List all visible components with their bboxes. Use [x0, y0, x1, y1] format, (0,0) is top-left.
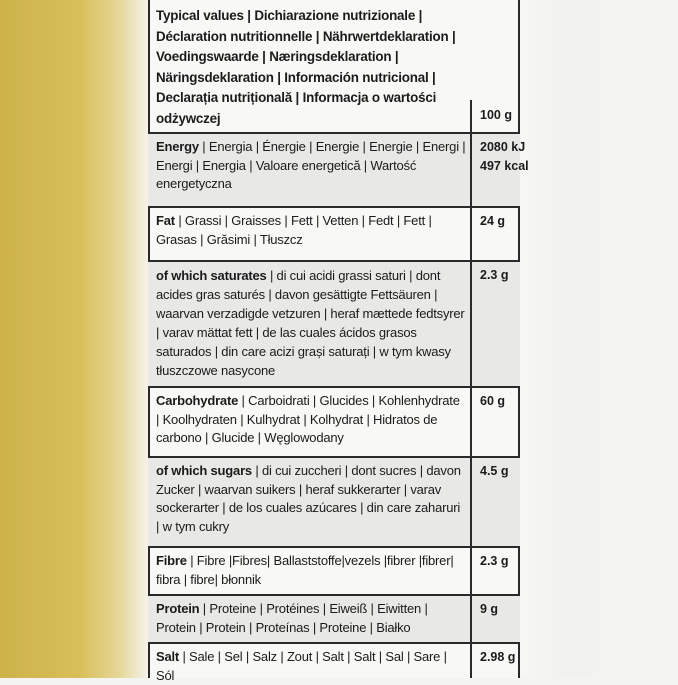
row-description — [156, 138, 466, 194]
table-header — [148, 0, 520, 132]
row-value — [480, 266, 540, 285]
column-divider — [470, 596, 472, 642]
row-value-line: 497 kcal — [480, 158, 529, 173]
header-line: Näringsdeklaration | Información nutricional | — [156, 69, 436, 85]
row-translations: | Proteine | Protéines | Eiweiß | Eiwitten | Protein | Protein | Proteínas | Proteine | Białko — [156, 601, 428, 635]
header-line: Declarația nutrițională | Informacja o wartości — [156, 90, 437, 105]
row-value-line: 2080 kJ — [480, 140, 526, 154]
row-lead: of which sugars — [156, 463, 252, 478]
row-description — [156, 212, 466, 249]
column-divider — [470, 262, 472, 386]
row-translations: | Fibre |Fibres| Ballaststoffe|vezels |fibrer |fibrer| fibra | fibre| błonnik — [156, 553, 454, 587]
row-value-line: 60 g — [480, 394, 506, 408]
table-row — [148, 594, 520, 642]
row-value-line: 2.3 g — [480, 554, 509, 568]
row-value — [480, 212, 540, 231]
header-line: Voedingswaarde | Næringsdeklaration | — [156, 49, 399, 64]
row-value-line: 9 g — [480, 602, 499, 616]
table-row — [148, 546, 520, 594]
row-lead: Fat — [156, 213, 175, 228]
row-value — [480, 138, 540, 175]
table-row — [148, 132, 529, 206]
row-value — [480, 552, 540, 571]
row-lead: Salt — [156, 649, 180, 664]
header-line: Déclaration nutritionnelle | Nährwertdeklaration | — [156, 28, 456, 44]
header-line: Typical values | Dichiarazione nutrizionale | — [156, 8, 423, 23]
row-value — [480, 392, 540, 411]
column-label: 100 g — [480, 108, 512, 122]
row-value-line: 2.98 g — [480, 650, 516, 664]
row-translations: | Sale | Sel | Salz | Zout | Salt | Salt | Sal | Sare | Sól — [156, 649, 447, 683]
column-divider — [470, 644, 472, 678]
column-divider — [470, 458, 472, 546]
row-lead: Carbohydrate — [156, 393, 239, 408]
row-lead: Protein — [156, 601, 200, 616]
row-description — [156, 462, 466, 536]
table-row — [148, 642, 520, 683]
row-value-line: 4.5 g — [480, 464, 509, 478]
header-text — [156, 6, 466, 129]
row-description — [156, 392, 466, 448]
row-value-line: 2.3 g — [480, 268, 509, 282]
column-divider — [470, 388, 472, 456]
column-divider — [470, 208, 472, 260]
row-translations: | Grassi | Graisses | Fett | Vetten | Fedt | Fett | Grasas | Grăsimi | Tłuszcz — [156, 213, 432, 247]
row-value — [480, 600, 540, 619]
table-row — [148, 206, 520, 260]
row-value — [480, 462, 540, 481]
column-divider — [470, 548, 472, 594]
header-line: odżywczej — [156, 110, 221, 126]
row-lead: of which saturates — [156, 268, 267, 283]
row-description — [156, 648, 466, 685]
row-lead: Fibre — [156, 553, 187, 568]
column-divider — [470, 134, 472, 206]
row-description — [156, 552, 466, 589]
table-row — [148, 260, 520, 386]
table-row — [148, 386, 520, 456]
table-row — [148, 456, 520, 546]
row-translations: | Carboidrati | Glucides | Kohlenhydrate | Koolhydraten | Kulhydrat | Kolhydrat | Hidratos de carbono | Glucide | Węglowodany — [156, 393, 460, 445]
row-translations: | Energia | Énergie | Energie | Energie | Energi | Energi | Energia | Valoare energetică | Wartość energetyczna — [156, 139, 466, 191]
row-value — [480, 648, 540, 667]
row-translations: | di cui zuccheri | dont sucres | davon Zucker | waarvan suikers | heraf sukkerarter | varav sockerarter | de los cuales azúcares | din care zaharuri | w tym cukry — [156, 463, 461, 534]
row-description — [156, 266, 466, 380]
row-translations: | di cui acidi grassi saturi | dont acides gras saturés | davon gesättigte Fettsäuren | waarvan verzadigde vetzuren | heraf mættede fedtsyrer | varav mättat fett | de las cuales ácidos grasos saturados | din care acizi grași saturați | w tym kwasy tłuszczowe nasycone — [156, 268, 465, 378]
row-description — [156, 600, 466, 637]
column-divider — [470, 100, 472, 132]
row-value-line: 24 g — [480, 214, 506, 228]
row-lead: Energy — [156, 139, 199, 154]
